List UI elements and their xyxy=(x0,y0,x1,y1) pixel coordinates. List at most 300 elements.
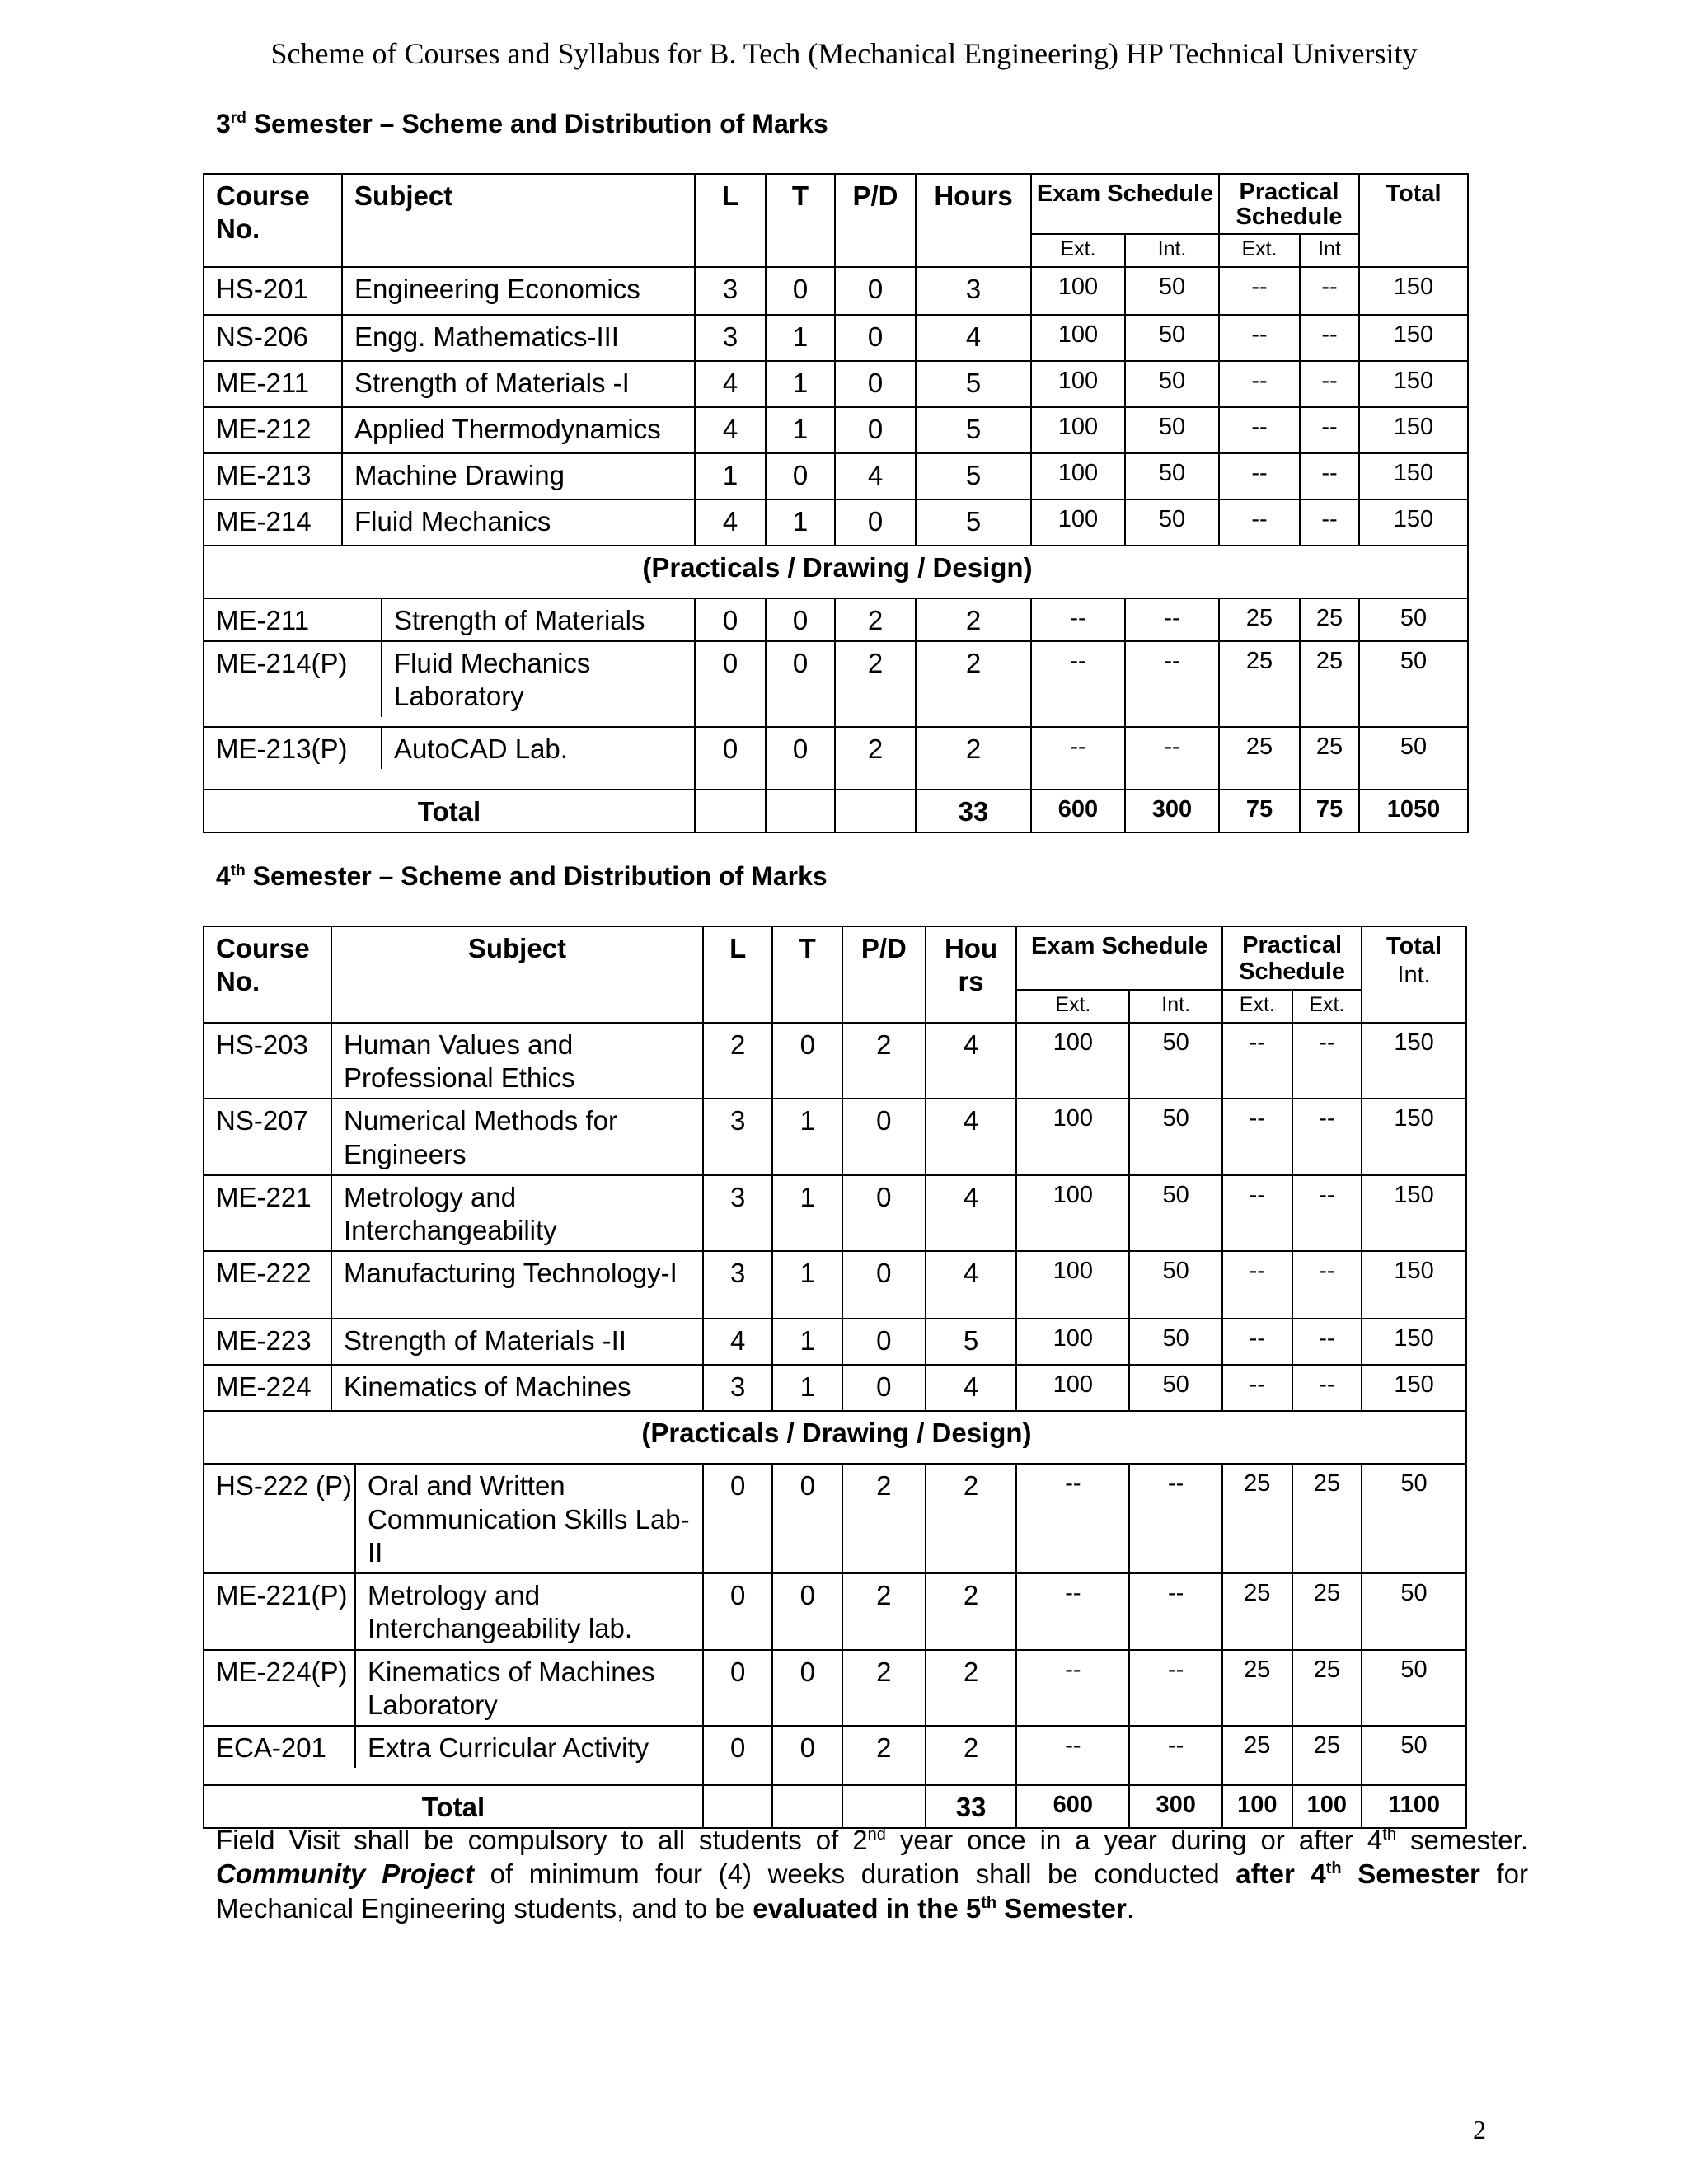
course-code: NS-207 xyxy=(204,1099,331,1175)
col-total-sub: Int. xyxy=(1397,962,1431,989)
cell-ext: 100 xyxy=(1016,1023,1129,1099)
course-code: ME-212 xyxy=(204,407,342,453)
cell-int: 50 xyxy=(1129,1023,1222,1099)
subject-name: Fluid Mechanics Laboratory xyxy=(381,642,686,717)
sem4-table xyxy=(203,926,1467,1829)
course-code: HS-203 xyxy=(204,1023,331,1099)
subject-name: Strength of Materials -II xyxy=(331,1319,703,1365)
cell-total: 150 xyxy=(1359,499,1468,546)
cell-t: 0 xyxy=(766,453,835,499)
cell-ext: 100 xyxy=(1031,267,1125,315)
col-l: L xyxy=(695,174,766,267)
subject-name: Human Values and Professional Ethics xyxy=(331,1023,703,1099)
cell-l: 3 xyxy=(703,1175,773,1252)
page-header: Scheme of Courses and Syllabus for B. Tech (Mechanical Engineering) HP Technical University xyxy=(270,37,1418,70)
subject-name: Oral and Written Communication Skills Lab-II xyxy=(354,1465,694,1572)
course-subject-cell xyxy=(204,1573,703,1650)
cell-hours: 4 xyxy=(926,1365,1017,1411)
table-row xyxy=(204,1573,1466,1650)
total-label: Total xyxy=(204,1785,703,1828)
footnote-text-8: for Mechanical Engineering students, and to be xyxy=(216,1858,1528,1924)
cell-int: -- xyxy=(1129,1464,1222,1573)
sem4-heading-sup: th xyxy=(230,862,246,879)
table-row xyxy=(204,1365,1466,1411)
col-course-no: Course No. xyxy=(204,174,342,267)
table-row xyxy=(204,641,1468,727)
cell-ext: 100 xyxy=(1016,1365,1129,1411)
cell-l: 0 xyxy=(703,1573,773,1650)
footnote-bold-7: Semester xyxy=(1341,1858,1480,1890)
col-prac-int: Ext. xyxy=(1292,990,1362,1023)
cell-pint: -- xyxy=(1300,453,1359,499)
cell-int: 50 xyxy=(1125,453,1219,499)
cell-l: 0 xyxy=(703,1726,773,1785)
cell-pext: 25 xyxy=(1219,727,1300,790)
cell-ext: 100 xyxy=(1031,361,1125,407)
cell-l: 0 xyxy=(695,727,766,790)
course-code: ME-224(P) xyxy=(216,1656,348,1687)
footnote-sup-9: th xyxy=(981,1893,997,1912)
course-subject-cell xyxy=(204,1464,703,1573)
cell-l: 3 xyxy=(703,1251,773,1319)
cell-hours: 5 xyxy=(916,499,1031,546)
cell-hours: 2 xyxy=(926,1464,1017,1573)
cell-l: 4 xyxy=(695,407,766,453)
subject-name: Metrology and Interchangeability lab. xyxy=(354,1574,694,1649)
cell-t: 0 xyxy=(766,267,835,315)
cell-pd: 2 xyxy=(842,1726,926,1785)
cell-ext: 100 xyxy=(1031,407,1125,453)
cell-int: 50 xyxy=(1125,315,1219,361)
cell-int: -- xyxy=(1125,598,1219,641)
cell-pext: -- xyxy=(1219,315,1300,361)
total-ext: 600 xyxy=(1016,1785,1129,1828)
subject-name: AutoCAD Lab. xyxy=(381,728,568,769)
cell-total: 150 xyxy=(1359,315,1468,361)
cell-ext: -- xyxy=(1031,727,1125,790)
cell-ext: -- xyxy=(1031,641,1125,727)
cell-pd: 2 xyxy=(842,1464,926,1573)
col-total: Total xyxy=(1359,174,1468,267)
table-row xyxy=(204,1175,1466,1252)
cell-t: 1 xyxy=(766,361,835,407)
page-number: 2 xyxy=(1473,2115,1486,2144)
cell-pint: 25 xyxy=(1292,1573,1362,1650)
cell-int: 50 xyxy=(1129,1251,1222,1319)
cell-pext: -- xyxy=(1222,1319,1292,1365)
course-code: ME-214(P) xyxy=(216,648,348,679)
total-hours: 33 xyxy=(916,790,1031,832)
cell-total: 50 xyxy=(1359,727,1468,790)
cell-int: 50 xyxy=(1125,499,1219,546)
cell-ext: 100 xyxy=(1031,499,1125,546)
cell-pint: -- xyxy=(1292,1099,1362,1175)
cell-pd: 0 xyxy=(842,1319,926,1365)
course-code: ME-211 xyxy=(204,361,342,407)
cell-ext: 100 xyxy=(1016,1319,1129,1365)
empty-cell xyxy=(766,790,835,832)
cell-pint: -- xyxy=(1292,1365,1362,1411)
cell-pd: 0 xyxy=(835,407,916,453)
cell-hours: 2 xyxy=(926,1650,1017,1727)
footnote-sup-2: th xyxy=(1382,1825,1396,1844)
cell-l: 0 xyxy=(695,641,766,727)
total-hours: 33 xyxy=(926,1785,1017,1828)
cell-pint: -- xyxy=(1300,267,1359,315)
table-row xyxy=(204,315,1468,361)
cell-total: 50 xyxy=(1359,641,1468,727)
cell-pext: 25 xyxy=(1219,598,1300,641)
cell-ext: -- xyxy=(1031,598,1125,641)
cell-l: 4 xyxy=(695,499,766,546)
cell-int: 50 xyxy=(1129,1319,1222,1365)
course-code: ECA-201 xyxy=(216,1732,326,1764)
cell-hours: 2 xyxy=(916,727,1031,790)
cell-t: 1 xyxy=(772,1319,842,1365)
cell-t: 1 xyxy=(766,499,835,546)
cell-t: 0 xyxy=(772,1573,842,1650)
footnote-text-1: Field Visit shall be compulsory to all students of 2 xyxy=(216,1825,868,1855)
empty-cell xyxy=(772,1785,842,1828)
col-subject: Subject xyxy=(342,174,695,267)
subject-name: Machine Drawing xyxy=(342,453,695,499)
cell-int: -- xyxy=(1125,727,1219,790)
course-code: ME-214 xyxy=(204,499,342,546)
cell-hours: 2 xyxy=(916,598,1031,641)
table-row xyxy=(204,1319,1466,1365)
subject-name: Strength of Materials xyxy=(381,599,645,640)
sem3-table xyxy=(203,173,1469,833)
footnote-text-2: year once in a year during or after 4 xyxy=(885,1825,1383,1855)
cell-pd: 0 xyxy=(835,315,916,361)
cell-pext: -- xyxy=(1222,1365,1292,1411)
cell-pint: 25 xyxy=(1292,1650,1362,1727)
total-pext: 75 xyxy=(1219,790,1300,832)
cell-pd: 2 xyxy=(842,1573,926,1650)
empty-cell xyxy=(695,790,766,832)
total-pint: 100 xyxy=(1292,1785,1362,1828)
cell-pd: 2 xyxy=(835,598,916,641)
total-int: 300 xyxy=(1129,1785,1222,1828)
col-exam-int: Int. xyxy=(1129,990,1222,1023)
cell-t: 0 xyxy=(766,727,835,790)
cell-pd: 0 xyxy=(842,1365,926,1411)
empty-cell xyxy=(842,1785,926,1828)
cell-l: 3 xyxy=(695,267,766,315)
total-row xyxy=(204,1785,1466,1828)
course-code: ME-224 xyxy=(204,1365,331,1411)
cell-hours: 4 xyxy=(916,315,1031,361)
course-code: ME-213(P) xyxy=(216,733,348,765)
cell-int: -- xyxy=(1129,1573,1222,1650)
course-subject-cell xyxy=(204,641,695,727)
cell-pint: -- xyxy=(1292,1023,1362,1099)
col-hours: Hours xyxy=(916,174,1031,267)
cell-hours: 4 xyxy=(926,1251,1017,1319)
cell-total: 50 xyxy=(1362,1464,1466,1573)
cell-int: -- xyxy=(1129,1650,1222,1727)
sem3-heading-num: 3 xyxy=(216,109,231,138)
cell-hours: 5 xyxy=(916,407,1031,453)
cell-t: 1 xyxy=(766,407,835,453)
total-total: 1050 xyxy=(1359,790,1468,832)
cell-l: 4 xyxy=(703,1319,773,1365)
empty-cell xyxy=(835,790,916,832)
total-int: 300 xyxy=(1125,790,1219,832)
table-row xyxy=(204,453,1468,499)
col-practical-schedule: Practical Schedule xyxy=(1219,174,1359,234)
cell-hours: 3 xyxy=(916,267,1031,315)
cell-pext: -- xyxy=(1219,453,1300,499)
cell-hours: 4 xyxy=(926,1023,1017,1099)
cell-pext: -- xyxy=(1219,499,1300,546)
cell-pint: 25 xyxy=(1300,598,1359,641)
cell-pint: 25 xyxy=(1292,1726,1362,1785)
cell-l: 0 xyxy=(703,1650,773,1727)
cell-l: 2 xyxy=(703,1023,773,1099)
course-code: ME-211 xyxy=(216,604,310,635)
section-label: (Practicals / Drawing / Design) xyxy=(204,546,1468,598)
course-code: ME-221 xyxy=(204,1175,331,1252)
cell-t: 0 xyxy=(772,1726,842,1785)
cell-int: -- xyxy=(1129,1726,1222,1785)
total-pext: 100 xyxy=(1222,1785,1292,1828)
table-row xyxy=(204,727,1468,790)
col-subject: Subject xyxy=(331,926,703,1023)
col-total-label: Total xyxy=(1386,933,1442,959)
sem3-heading-sup: rd xyxy=(230,110,246,127)
cell-pd: 4 xyxy=(835,453,916,499)
sem4-header-row xyxy=(204,926,1466,990)
table-row xyxy=(204,1099,1466,1175)
sem3-heading xyxy=(216,109,828,139)
table-row xyxy=(204,1464,1466,1573)
cell-t: 1 xyxy=(772,1175,842,1252)
course-subject-cell xyxy=(204,598,695,641)
total-row xyxy=(204,790,1468,832)
sem3-header-row xyxy=(204,174,1468,234)
cell-hours: 5 xyxy=(916,361,1031,407)
col-course-no: Course No. xyxy=(204,926,331,1023)
table-row xyxy=(204,1023,1466,1099)
cell-hours: 5 xyxy=(916,453,1031,499)
col-practical-schedule: Practical Schedule xyxy=(1222,926,1362,990)
cell-total: 150 xyxy=(1362,1023,1466,1099)
course-code: HS-222 (P) xyxy=(216,1470,353,1502)
cell-ext: 100 xyxy=(1016,1099,1129,1175)
cell-pint: -- xyxy=(1292,1319,1362,1365)
cell-ext: -- xyxy=(1016,1464,1129,1573)
subject-name: Strength of Materials -I xyxy=(342,361,695,407)
cell-pext: 25 xyxy=(1222,1650,1292,1727)
col-total xyxy=(1362,926,1466,1023)
table-row xyxy=(204,1251,1466,1319)
cell-ext: 100 xyxy=(1016,1175,1129,1252)
cell-t: 1 xyxy=(766,315,835,361)
cell-pext: 25 xyxy=(1222,1573,1292,1650)
cell-l: 0 xyxy=(703,1464,773,1573)
course-subject-cell xyxy=(204,727,695,790)
table-row xyxy=(204,267,1468,315)
subject-name: Fluid Mechanics xyxy=(342,499,695,546)
cell-l: 3 xyxy=(695,315,766,361)
cell-int: 50 xyxy=(1129,1099,1222,1175)
footnote-text-5: of minimum four (4) weeks duration shall be conducted xyxy=(473,1858,1236,1890)
cell-pd: 2 xyxy=(835,641,916,727)
cell-ext: 100 xyxy=(1031,453,1125,499)
section-label: (Practicals / Drawing / Design) xyxy=(204,1411,1466,1464)
col-l: L xyxy=(703,926,773,1023)
table-row xyxy=(204,407,1468,453)
cell-total: 50 xyxy=(1359,598,1468,641)
subject-name: Manufacturing Technology-I xyxy=(331,1251,703,1319)
cell-pext: 25 xyxy=(1219,641,1300,727)
cell-total: 150 xyxy=(1362,1099,1466,1175)
cell-pext: -- xyxy=(1219,407,1300,453)
cell-int: 50 xyxy=(1125,267,1219,315)
footnote-sup-1: nd xyxy=(867,1825,886,1844)
sem4-heading-num: 4 xyxy=(216,861,231,891)
cell-ext: -- xyxy=(1016,1650,1129,1727)
sem3-heading-text: Semester – Scheme and Distribution of Marks xyxy=(246,109,828,138)
footnote-text-11: . xyxy=(1126,1892,1135,1924)
cell-pint: 25 xyxy=(1292,1464,1362,1573)
cell-int: 50 xyxy=(1125,361,1219,407)
col-exam-ext: Ext. xyxy=(1016,990,1129,1023)
empty-cell xyxy=(703,1785,773,1828)
cell-int: 50 xyxy=(1129,1175,1222,1252)
total-total: 1100 xyxy=(1362,1785,1466,1828)
subject-name: Engineering Economics xyxy=(342,267,695,315)
table-row xyxy=(204,499,1468,546)
col-pd: P/D xyxy=(835,174,916,267)
cell-int: -- xyxy=(1125,641,1219,727)
footnote-sup-6: th xyxy=(1325,1859,1342,1878)
total-ext: 600 xyxy=(1031,790,1125,832)
cell-t: 0 xyxy=(772,1464,842,1573)
cell-l: 1 xyxy=(695,453,766,499)
cell-hours: 5 xyxy=(926,1319,1017,1365)
cell-t: 1 xyxy=(772,1365,842,1411)
cell-l: 4 xyxy=(695,361,766,407)
cell-pd: 2 xyxy=(842,1650,926,1727)
cell-t: 0 xyxy=(766,598,835,641)
col-hours: Hou rs xyxy=(926,926,1017,1023)
cell-pint: -- xyxy=(1300,407,1359,453)
footnote xyxy=(216,1823,1528,1925)
cell-hours: 4 xyxy=(926,1099,1017,1175)
cell-pint: -- xyxy=(1300,361,1359,407)
col-exam-schedule: Exam Schedule xyxy=(1031,174,1219,234)
col-prac-ext: Ext. xyxy=(1219,234,1300,267)
cell-pd: 0 xyxy=(842,1251,926,1319)
table-row xyxy=(204,598,1468,641)
subject-name: Kinematics of Machines xyxy=(331,1365,703,1411)
total-pint: 75 xyxy=(1300,790,1359,832)
cell-total: 150 xyxy=(1362,1319,1466,1365)
subject-name: Applied Thermodynamics xyxy=(342,407,695,453)
cell-t: 0 xyxy=(766,641,835,727)
table-row xyxy=(204,361,1468,407)
cell-ext: 100 xyxy=(1016,1251,1129,1319)
cell-total: 150 xyxy=(1359,361,1468,407)
col-pd: P/D xyxy=(842,926,926,1023)
cell-total: 150 xyxy=(1362,1175,1466,1252)
cell-pext: -- xyxy=(1219,361,1300,407)
cell-hours: 2 xyxy=(916,641,1031,727)
course-code: ME-222 xyxy=(204,1251,331,1319)
cell-t: 0 xyxy=(772,1650,842,1727)
cell-pint: 25 xyxy=(1300,727,1359,790)
cell-hours: 4 xyxy=(926,1175,1017,1252)
cell-t: 1 xyxy=(772,1251,842,1319)
subject-name: Kinematics of Machines Laboratory xyxy=(354,1651,694,1726)
cell-pext: -- xyxy=(1222,1099,1292,1175)
cell-pint: -- xyxy=(1292,1175,1362,1252)
course-subject-cell xyxy=(204,1650,703,1727)
col-exam-schedule: Exam Schedule xyxy=(1016,926,1222,990)
section-row xyxy=(204,1411,1466,1464)
subject-name: Extra Curricular Activity xyxy=(354,1727,649,1768)
subject-name: Engg. Mathematics-III xyxy=(342,315,695,361)
col-prac-ext: Ext. xyxy=(1222,990,1292,1023)
cell-total: 50 xyxy=(1362,1726,1466,1785)
cell-pint: -- xyxy=(1292,1251,1362,1319)
cell-pd: 0 xyxy=(842,1099,926,1175)
sem4-heading xyxy=(216,861,828,892)
course-code: NS-206 xyxy=(204,315,342,361)
course-code: HS-201 xyxy=(204,267,342,315)
cell-pint: -- xyxy=(1300,499,1359,546)
cell-ext: 100 xyxy=(1031,315,1125,361)
footnote-text-3: semester. xyxy=(1395,1825,1528,1855)
cell-pd: 2 xyxy=(835,727,916,790)
footnote-bold-9: evaluated in the 5 xyxy=(753,1892,982,1924)
cell-int: 50 xyxy=(1129,1365,1222,1411)
cell-pd: 0 xyxy=(842,1175,926,1252)
cell-pext: -- xyxy=(1222,1023,1292,1099)
cell-total: 150 xyxy=(1359,407,1468,453)
cell-pd: 2 xyxy=(842,1023,926,1099)
col-exam-ext: Ext. xyxy=(1031,234,1125,267)
cell-ext: -- xyxy=(1016,1726,1129,1785)
cell-total: 150 xyxy=(1362,1251,1466,1319)
table-row xyxy=(204,1726,1466,1785)
total-label: Total xyxy=(204,790,695,832)
col-exam-int: Int. xyxy=(1125,234,1219,267)
cell-pd: 0 xyxy=(835,499,916,546)
cell-total: 50 xyxy=(1362,1573,1466,1650)
col-t: T xyxy=(772,926,842,1023)
cell-total: 150 xyxy=(1359,453,1468,499)
cell-pext: 25 xyxy=(1222,1726,1292,1785)
course-code: ME-213 xyxy=(204,453,342,499)
section-row xyxy=(204,546,1468,598)
cell-pd: 0 xyxy=(835,267,916,315)
subject-name: Metrology and Interchangeability xyxy=(331,1175,703,1252)
subject-name: Numerical Methods for Engineers xyxy=(331,1099,703,1175)
cell-l: 0 xyxy=(695,598,766,641)
cell-int: 50 xyxy=(1125,407,1219,453)
cell-pext: -- xyxy=(1219,267,1300,315)
cell-t: 1 xyxy=(772,1099,842,1175)
cell-total: 50 xyxy=(1362,1650,1466,1727)
col-prac-int: Int xyxy=(1300,234,1359,267)
cell-hours: 2 xyxy=(926,1726,1017,1785)
cell-pext: 25 xyxy=(1222,1464,1292,1573)
cell-hours: 2 xyxy=(926,1573,1017,1650)
footnote-bold-6: after 4 xyxy=(1236,1858,1326,1890)
